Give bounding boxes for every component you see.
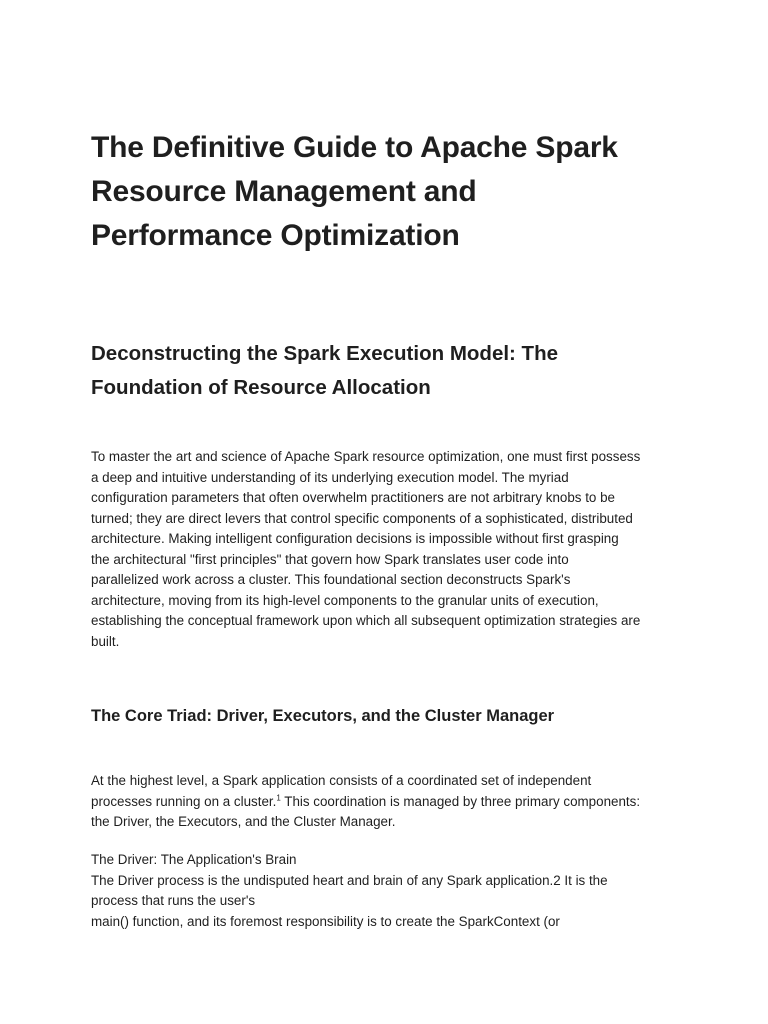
title-line: Performance Optimization: [91, 219, 460, 252]
paragraph-line: The Driver process is the undisputed heart and brain of any Spark application.2 It is the: [91, 872, 608, 888]
paragraph-line: architecture, moving from its high-level components to the granular units of execution,: [91, 592, 599, 608]
subsection-heading: The Core Triad: Driver, Executors, and the Cluster Manager: [91, 707, 555, 725]
document-title: [91, 126, 711, 258]
footnote-marker[interactable]: 1: [276, 793, 281, 803]
paragraph-line: establishing the conceptual framework upon which all subsequent optimization strategies are: [91, 613, 641, 628]
paragraph-line: parallelized work across a cluster. This foundational section deconstructs Spark's: [91, 572, 571, 587]
paragraph-text: This coordination is managed by three primary components:: [280, 793, 641, 809]
paragraph-line: the Driver, the Executors, and the Cluster Manager.: [91, 814, 396, 829]
paragraph-line: main() function, and its foremost responsibility is to create the SparkContext (or: [91, 913, 560, 929]
paragraph-line: the architectural "first principles" that govern how Spark translates user code into: [91, 551, 569, 567]
paragraph-line: architecture. Making intelligent configuration decisions is impossible without first grasping: [91, 531, 619, 546]
paragraph-line: turned; they are direct levers that control specific components of a sophisticated, distributed: [91, 510, 633, 526]
core-triad-paragraph: [91, 771, 681, 833]
paragraph-line: At the highest level, a Spark application consists of a coordinated set of independent: [91, 773, 592, 788]
paragraph-line: To master the art and science of Apache Spark resource optimization, one must first possess: [91, 449, 641, 464]
paragraph-line: configuration parameters that often overwhelm practitioners are not arbitrary knobs to be: [91, 490, 615, 505]
intro-paragraph: [91, 447, 691, 652]
title-line: Resource Management and: [91, 175, 477, 208]
paragraph-line: a deep and intuitive understanding of its underlying execution model. The myriad: [91, 469, 569, 485]
section-heading-line: Foundation of Resource Allocation: [91, 376, 431, 399]
paragraph-text: processes running on a cluster.: [91, 793, 277, 809]
driver-heading: The Driver: The Application's Brain: [91, 852, 297, 867]
driver-section: [91, 850, 691, 932]
paragraph-line: process that runs the user's: [91, 893, 256, 908]
section-heading-line: Deconstructing the Spark Execution Model: The: [91, 342, 559, 365]
section-heading: [91, 337, 711, 405]
paragraph-line: built.: [91, 633, 120, 649]
title-line: The Definitive Guide to Apache Spark: [91, 131, 618, 164]
paragraph-line: [91, 792, 681, 813]
